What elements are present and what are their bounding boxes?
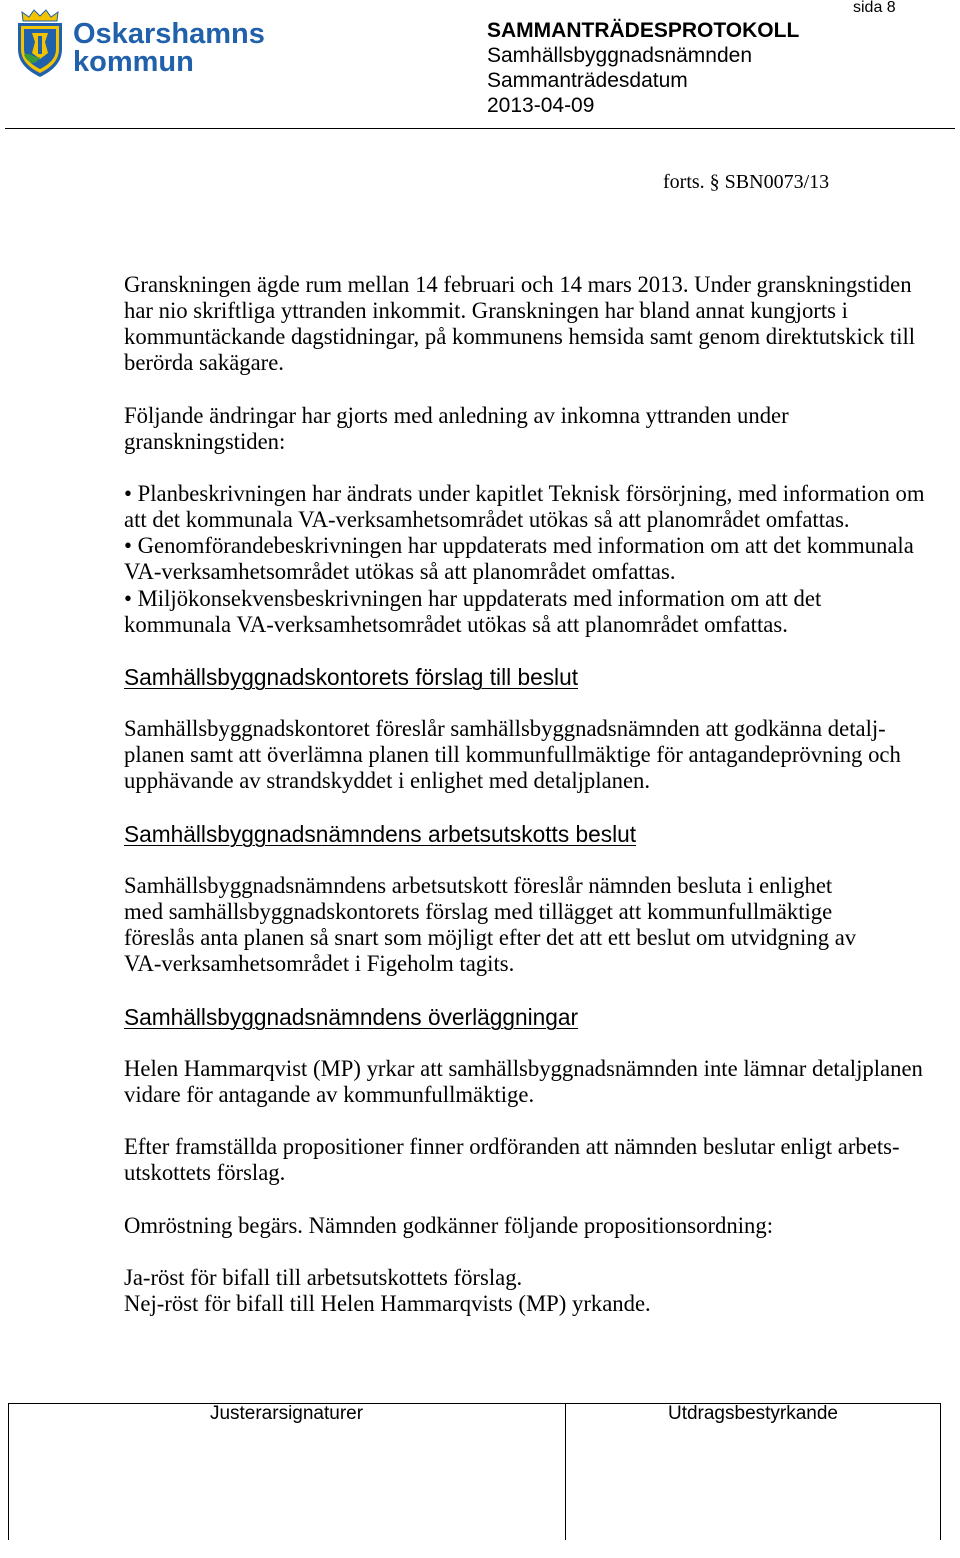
committee-name: Samhällsbyggnadsnämnden: [487, 44, 753, 67]
body-line: har nio skriftliga yttranden inkommit. Granskningen har bland annat kungjorts i: [124, 298, 848, 324]
case-reference: forts. § SBN0073/13: [663, 171, 830, 193]
paragraph: [124, 1134, 924, 1186]
section-heading: Samhällsbyggnadskontorets förslag till beslut: [124, 663, 578, 690]
protocol-header: [487, 18, 799, 118]
body-line: Efter framställda propositioner finner ordföranden att nämnden beslutar enligt arbets-: [124, 1134, 900, 1160]
coat-of-arms-icon: [14, 8, 66, 78]
section-heading: Samhällsbyggnadsnämndens arbetsutskotts beslut: [124, 820, 637, 847]
list-item: • Planbeskrivningen har ändrats under kapitlet Teknisk försörjning, med information om: [124, 481, 925, 506]
extract-certification-label: Utdragsbestyrkande: [667, 1403, 839, 1424]
signatures-label: Justerarsignaturer: [209, 1403, 364, 1424]
paragraph: [124, 716, 924, 794]
logo-text-line2: kommun: [73, 46, 194, 78]
logo-text-line1: Oskarshamns: [73, 18, 265, 50]
body-line: upphävande av strandskyddet i enlighet med detaljplanen.: [124, 768, 651, 794]
paragraph: [124, 1265, 924, 1317]
body-line: Ja-röst för bifall till arbetsutskottets förslag.: [124, 1264, 523, 1290]
body-line: Omröstning begärs. Nämnden godkänner följande propositionsordning:: [124, 1212, 773, 1238]
body-line: VA-verksamhetsområdet utökas så att planområdet omfattas.: [124, 559, 676, 585]
section-heading: Samhällsbyggnadsnämndens överläggningar: [124, 1003, 579, 1030]
body-line: att det kommunala VA-verksamhetsområdet utökas så att planområdet omfattas.: [124, 507, 850, 533]
paragraph: [124, 1213, 924, 1239]
footer-table-border: [565, 1403, 566, 1540]
body-line: Samhällsbyggnadskontoret föreslår samhällsbyggnadsnämnden att godkänna detalj-: [124, 716, 886, 742]
body-line: kommuntäckande dagstidningar, på kommunens hemsida samt genom direktutskick till: [124, 324, 916, 350]
body-line: granskningstiden:: [124, 428, 286, 454]
body-line: Granskningen ägde rum mellan 14 februari och 14 mars 2013. Under granskningstiden: [124, 272, 912, 297]
paragraph: [124, 873, 924, 978]
body-line: Nej-röst för bifall till Helen Hammarqvists (MP) yrkande.: [124, 1290, 651, 1316]
footer-table-border: [940, 1403, 941, 1540]
body-line: berörda sakägare.: [124, 350, 284, 376]
paragraph-changes-intro: [124, 403, 924, 455]
header-divider: [5, 128, 955, 129]
body-line: utskottets förslag.: [124, 1160, 286, 1186]
body-line: planen samt att överlämna planen till kommunfullmäktige för antagandeprövning och: [124, 742, 901, 768]
body-line: VA-verksamhetsområdet i Figeholm tagits.: [124, 951, 515, 977]
bullet-list-changes: [124, 481, 924, 638]
protocol-body: [124, 272, 924, 1343]
body-line: vidare för antagande av kommunfullmäktige.: [124, 1081, 535, 1107]
list-item: • Miljökonsekvensbeskrivningen har uppdaterats med information om att det: [124, 585, 822, 611]
paragraph: [124, 1056, 924, 1108]
body-line: kommunala VA-verksamhetsområdet utökas så att planområdet omfattas.: [124, 611, 788, 637]
section-heading-block: [124, 821, 924, 847]
paragraph-review-period: [124, 272, 924, 377]
meeting-date-label: Sammanträdesdatum: [487, 69, 688, 92]
body-line: Följande ändringar har gjorts med anledning av inkomna yttranden under: [124, 402, 789, 428]
body-line: föreslås anta planen så snart som möjligt efter det att ett beslut om utvidgning av: [124, 925, 857, 951]
protocol-title: SAMMANTRÄDESPROTOKOLL: [487, 19, 800, 42]
list-item: • Genomförandebeskrivningen har uppdaterats med information om att det kommunala: [124, 533, 914, 559]
meeting-date: 2013-04-09: [487, 94, 595, 117]
page-number: sida 8: [853, 0, 896, 16]
body-line: med samhällsbyggnadskontorets förslag med tillägget att kommunfullmäktige: [124, 899, 833, 924]
body-line: Helen Hammarqvist (MP) yrkar att samhällsbyggnadsnämnden inte lämnar detaljplanen: [124, 1055, 923, 1081]
footer-table-border: [8, 1403, 9, 1540]
section-heading-block: [124, 1004, 924, 1030]
section-heading-block: [124, 664, 924, 690]
body-line: Samhällsbyggnadsnämndens arbetsutskott föreslår nämnden besluta i enlighet: [124, 872, 833, 898]
